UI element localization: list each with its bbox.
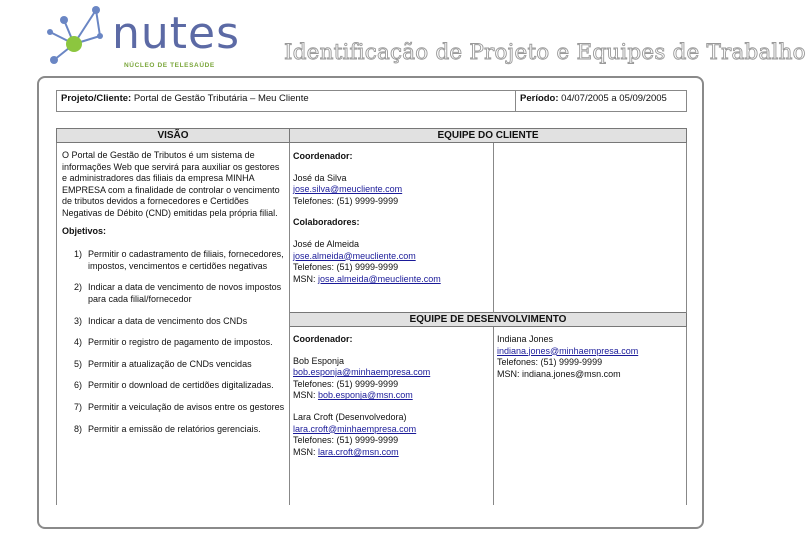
project-value: Portal de Gestão Tributária – Meu Cliente — [133, 93, 309, 104]
list-item: 3) Indicar a data de vencimento dos CNDs — [73, 315, 248, 326]
cliente-left-cell — [290, 143, 494, 313]
list-item: 6) Permitir o download de certidões digitalizadas. — [73, 380, 274, 391]
cliente-right-cell — [494, 143, 687, 313]
objetivos-list — [60, 249, 286, 435]
logo-word: nutes — [112, 8, 241, 59]
dev-lara-name: Lara Croft (Desenvolvedora) — [293, 411, 407, 422]
cliente-coord-email[interactable]: jose.silva@meucliente.com — [293, 184, 403, 195]
dev-lara-email[interactable]: lara.croft@minhaempresa.com — [293, 423, 417, 434]
list-item: 1) Permitir o cadastramento de filiais, fornecedores, impostos, vencimentos e certidões negativas — [73, 249, 284, 271]
dev-bob-msn: MSN: bob.esponja@msn.com — [293, 390, 413, 401]
visao-paragraph: O Portal de Gestão de Tributos é um sistema de informações Web que servirá para auxiliar os gestores e administradores das filiais da empresa MINHA EMPRESA com a finalidade de controlar o vencimento de tributos devidos a fornecedores e Certidões Negativas de Débito (CND) emitidas pela própria filial. — [62, 150, 280, 218]
dev-indiana-email[interactable]: indiana.jones@minhaempresa.com — [497, 345, 639, 356]
list-item: 8) Permitir a emissão de relatórios gerenciais. — [73, 423, 261, 434]
project-label: Projeto/Cliente: — [61, 93, 132, 104]
dev-lara-msn: MSN: lara.croft@msn.com — [293, 446, 399, 457]
cliente-colab-phone: Telefones: (51) 9999-9999 — [293, 262, 399, 273]
network-icon — [40, 2, 120, 74]
list-item: 4) Permitir o registro de pagamento de impostos. — [73, 337, 273, 348]
dev-right-cell — [494, 327, 687, 506]
cliente-coord-phone: Telefones: (51) 9999-9999 — [293, 195, 399, 206]
project-document — [56, 90, 686, 505]
dev-bob-name: Bob Esponja — [293, 355, 345, 366]
slide-title: Identificação de Projeto e Equipes de Trabalho — [284, 40, 806, 65]
dev-bob-phone: Telefones: (51) 9999-9999 — [293, 378, 399, 389]
visao-cell — [57, 143, 290, 506]
cliente-colab-msn: MSN: jose.almeida@meucliente.com — [293, 273, 441, 284]
cliente-coord-name: José da Silva — [293, 172, 347, 183]
teams-table — [56, 128, 687, 505]
objetivos-label: Objetivos: — [62, 225, 107, 236]
logo-tagline: NÚCLEO DE TELESAÚDE — [124, 62, 215, 69]
cliente-colab-name: José de Almeida — [293, 238, 360, 249]
cliente-coord-label: Coordenador: — [293, 151, 353, 161]
period-label: Período: — [520, 93, 559, 104]
dev-lara-phone: Telefones: (51) 9999-9999 — [293, 435, 399, 446]
dev-left-cell — [290, 327, 494, 506]
dev-indiana-name: Indiana Jones — [497, 334, 554, 344]
visao-heading: VISÃO — [57, 129, 290, 143]
list-item: 5) Permitir a atualização de CNDs vencidas — [73, 358, 252, 369]
dev-bob-email[interactable]: bob.esponja@minhaempresa.com — [293, 367, 431, 378]
dev-indiana-phone: Telefones: (51) 9999-9999 — [497, 357, 603, 368]
period-cell — [516, 91, 687, 112]
nutes-logo — [40, 2, 240, 74]
project-header — [56, 90, 687, 112]
cliente-colab-email[interactable]: jose.almeida@meucliente.com — [293, 250, 416, 261]
dev-coord-label: Coordenador: — [293, 334, 353, 344]
project-cell — [57, 91, 516, 112]
cliente-colab-label: Colaboradores: — [293, 217, 360, 228]
list-item: 2) Indicar a data de vencimento de novos impostos para cada filial/fornecedor — [73, 282, 282, 304]
dev-heading: EQUIPE DE DESENVOLVIMENTO — [290, 313, 687, 327]
list-item: 7) Permitir a veiculação de avisos entre os gestores — [73, 401, 285, 412]
period-value: 04/07/2005 a 05/09/2005 — [561, 93, 667, 104]
cliente-heading: EQUIPE DO CLIENTE — [290, 129, 687, 143]
dev-indiana-msn: MSN: indiana.jones@msn.com — [497, 368, 621, 379]
